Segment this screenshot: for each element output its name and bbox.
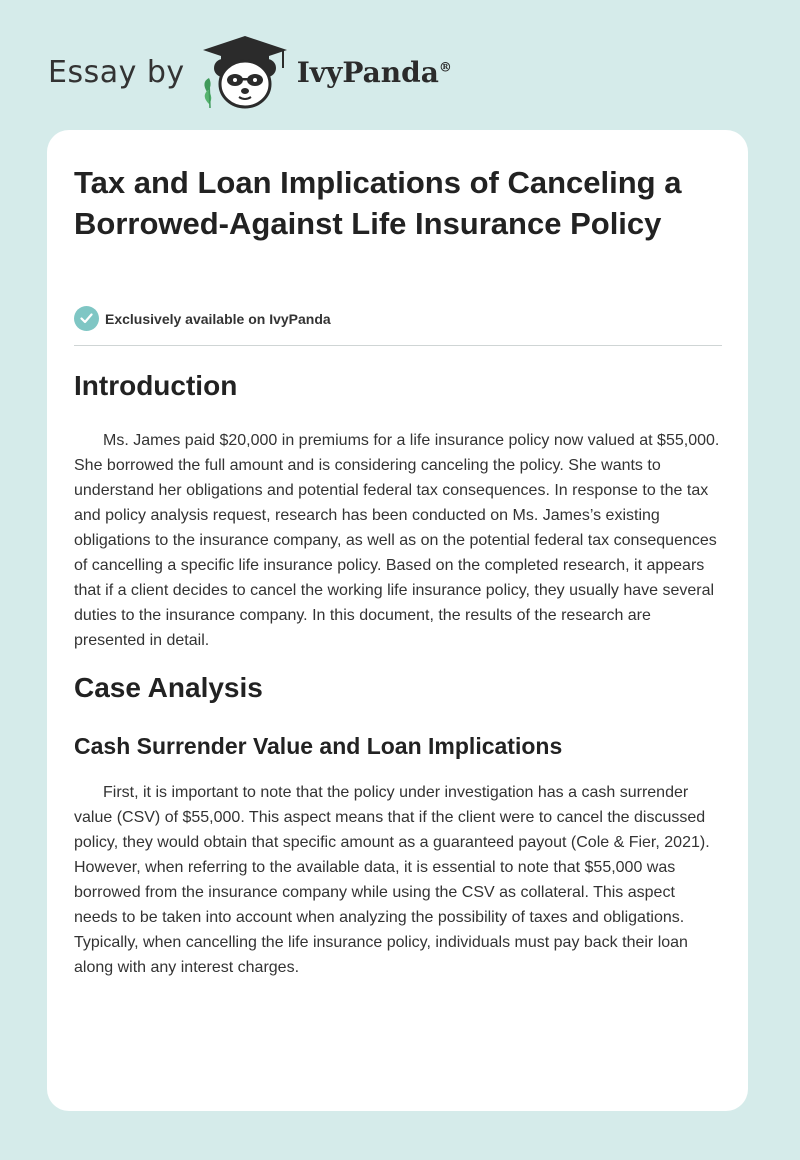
section-heading-introduction: Introduction <box>74 370 238 401</box>
brand-name <box>297 56 452 89</box>
checkmark-icon <box>74 306 99 331</box>
brand-prefix: Essay by <box>48 54 185 90</box>
introduction-paragraph: Ms. James paid $20,000 in premiums for a life insurance policy now valued at $55,000. She borrowed the full amount and is considering canceling the policy. She wants to understand her obligations and potential federal tax consequences. In response to the tax and policy analysis request, research has been conducted on Ms. James’s existing obligations to the insurance company, as well as on the potential federal tax consequences of cancelling a specific life insurance policy. Based on the completed research, it appears that if a client decides to cancel the working life insurance policy, they usually have several duties to the insurance company. In this document, the results of the research are presented in detail. <box>74 432 720 649</box>
exclusive-badge <box>74 306 331 331</box>
brand-header <box>48 36 452 108</box>
section-heading-case-analysis: Case Analysis <box>74 672 263 703</box>
badge-text: Exclusively available on IvyPanda <box>105 310 331 327</box>
case-analysis-paragraph: First, it is important to note that the policy under investigation has a cash surrender value (CSV) of $55,000. This aspect means that if the client were to cancel the discussed policy, they would obtain that specific amount as a guaranteed payout (Cole & Fier, 2021). However, when referring to the available data, it is essential to note that $55,000 was borrowed from the insurance company while using the CSV as collateral. This aspect needs to be taken into account when analyzing the possibility of taxes and obligations. Typically, when cancelling the life insurance policy, individuals must pay back their loan along with any interest charges. <box>74 784 710 976</box>
divider <box>74 345 722 346</box>
registered-mark: ® <box>438 60 452 76</box>
essay-card <box>47 130 748 1111</box>
brand-name-text: IvyPanda <box>296 55 439 89</box>
panda-logo-icon[interactable] <box>199 34 291 110</box>
page-title: Tax and Loan Implications of Canceling a Borrowed-Against Life Insurance Policy <box>74 165 682 241</box>
subsection-heading-cash-surrender: Cash Surrender Value and Loan Implications <box>74 733 563 759</box>
